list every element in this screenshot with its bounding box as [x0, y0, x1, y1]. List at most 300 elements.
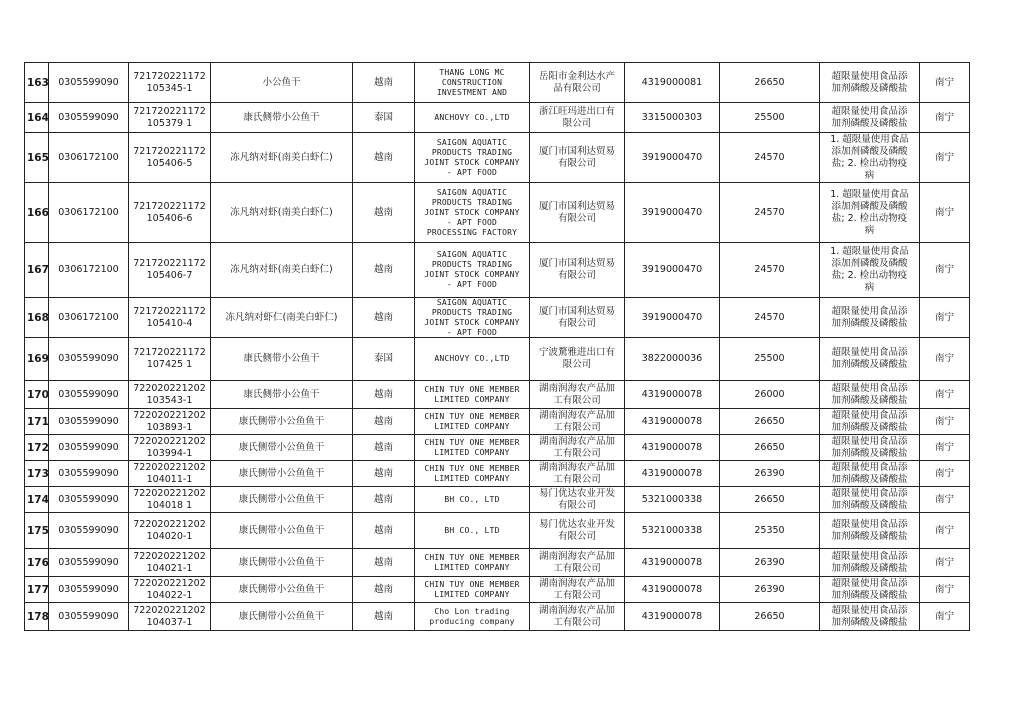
weight-kg: 24570 [754, 206, 785, 218]
weight-kg: 26390 [754, 467, 785, 479]
rejection-table [24, 62, 970, 631]
exporter-name: ANCHOVY CO.,LTD [434, 112, 510, 122]
exporter-name-cell [415, 577, 530, 603]
origin-country: 越南 [373, 556, 393, 568]
importer-name-cell [530, 409, 625, 435]
entry-port-cell [920, 298, 970, 338]
table-row [25, 577, 970, 603]
rejection-reason: 超限量使用食品添 加剂磷酸及磷酸盐 [831, 577, 908, 601]
row-number-cell [25, 549, 49, 577]
declaration-id: 722020221202 104018 1 [133, 487, 206, 511]
row-number-cell [25, 63, 49, 103]
rejection-reason-cell [820, 513, 920, 549]
product-name-cell [211, 513, 353, 549]
origin-country-cell [353, 381, 415, 409]
rejection-reason-cell [820, 381, 920, 409]
row-number-cell [25, 183, 49, 243]
origin-country: 越南 [373, 388, 393, 400]
row-number-cell [25, 603, 49, 631]
table-row [25, 513, 970, 549]
exporter-name: BH CO., LTD [444, 494, 500, 504]
row-number-cell [25, 577, 49, 603]
weight-kg-cell [720, 298, 820, 338]
weight-kg-cell [720, 183, 820, 243]
entry-port-cell [920, 603, 970, 631]
weight-kg-cell [720, 243, 820, 298]
exporter-name: Cho Lon trading producing company [429, 606, 515, 626]
weight-kg: 26000 [754, 388, 785, 400]
declaration-id: 721720221172 107425 1 [133, 347, 206, 370]
importer-code-cell [625, 577, 720, 603]
table-body [25, 63, 970, 631]
importer-code: 4319000078 [641, 441, 703, 453]
origin-country: 越南 [373, 493, 393, 505]
row-number-cell [25, 435, 49, 461]
product-name-cell [211, 133, 353, 183]
importer-code-cell [625, 409, 720, 435]
rejection-reason: 超限量使用食品添 加剂磷酸及磷酸盐 [831, 518, 908, 542]
exporter-name-cell [415, 409, 530, 435]
importer-name: 厦门市国利达贸易 有限公司 [538, 200, 615, 224]
importer-code-cell [625, 133, 720, 183]
product-name-cell [211, 549, 353, 577]
rejection-reason: 超限量使用食品添 加剂磷酸及磷酸盐 [831, 461, 908, 485]
importer-code: 4319000078 [641, 583, 703, 595]
weight-kg-cell [720, 461, 820, 487]
rejection-reason: 超限量使用食品添 加剂磷酸及磷酸盐 [831, 435, 908, 459]
importer-code-cell [625, 461, 720, 487]
table-row [25, 487, 970, 513]
entry-port-cell [920, 243, 970, 298]
rejection-reason: 超限量使用食品添 加剂磷酸及磷酸盐 [831, 409, 908, 433]
origin-country-cell [353, 461, 415, 487]
row-number: 176 [27, 556, 49, 569]
entry-port-cell [920, 338, 970, 381]
table-row [25, 298, 970, 338]
exporter-name-cell [415, 298, 530, 338]
table-row [25, 549, 970, 577]
product-name-cell [211, 381, 353, 409]
weight-kg-cell [720, 409, 820, 435]
hs-code: 0306172100 [58, 206, 119, 218]
rejection-table-sheet [24, 62, 969, 631]
rejection-reason: 超限量使用食品添 加剂磷酸及磷酸盐 [831, 105, 908, 129]
exporter-name: SAIGON AQUATIC PRODUCTS TRADING JOINT STOCK COMPANY - APT FOOD [424, 298, 520, 337]
declaration-id-cell [129, 103, 211, 133]
entry-port-cell [920, 577, 970, 603]
importer-name: 厦门市国利达贸易 有限公司 [538, 145, 615, 169]
entry-port: 南宁 [934, 493, 954, 505]
hs-code-cell [49, 487, 129, 513]
rejection-reason-cell [820, 577, 920, 603]
product-name-cell [211, 338, 353, 381]
exporter-name: SAIGON AQUATIC PRODUCTS TRADING JOINT STOCK COMPANY - APT FOOD [424, 250, 520, 289]
importer-name-cell [530, 435, 625, 461]
origin-country-cell [353, 603, 415, 631]
hs-code: 0305599090 [58, 556, 119, 568]
hs-code: 0305599090 [58, 493, 119, 505]
weight-kg: 26650 [754, 415, 785, 427]
exporter-name: CHIN TUY ONE MEMBER LIMITED COMPANY [424, 579, 520, 599]
product-name: 康氏侧带小公鱼干 [243, 353, 320, 364]
row-number-cell [25, 513, 49, 549]
origin-country-cell [353, 513, 415, 549]
product-name: 康氏侧带小公鱼鱼干 [238, 467, 325, 479]
entry-port-cell [920, 183, 970, 243]
importer-code: 4319000078 [641, 415, 703, 427]
importer-name: 岳阳市金利达水产 品有限公司 [538, 70, 615, 94]
declaration-id: 722020221202 103994-1 [133, 435, 206, 459]
importer-name-cell [530, 298, 625, 338]
weight-kg-cell [720, 487, 820, 513]
origin-country-cell [353, 338, 415, 381]
table-row [25, 133, 970, 183]
weight-kg-cell [720, 103, 820, 133]
table-row [25, 435, 970, 461]
declaration-id: 722020221202 103893-1 [133, 409, 206, 433]
declaration-id-cell [129, 409, 211, 435]
importer-code-cell [625, 183, 720, 243]
importer-name-cell [530, 549, 625, 577]
hs-code: 0305599090 [58, 76, 119, 88]
importer-name: 浙江旺玛进出口有 限公司 [538, 105, 615, 129]
hs-code: 0306172100 [58, 151, 119, 163]
product-name: 康氏侧带小公鱼鱼干 [238, 556, 325, 568]
exporter-name-cell [415, 103, 530, 133]
exporter-name-cell [415, 435, 530, 461]
hs-code-cell [49, 103, 129, 133]
origin-country: 越南 [373, 524, 393, 536]
product-name: 冻凡纳对虾(南美白虾仁) [230, 151, 333, 163]
row-number-cell [25, 461, 49, 487]
declaration-id: 721720221172 105345-1 [133, 70, 206, 94]
origin-country: 越南 [373, 415, 393, 427]
exporter-name-cell [415, 513, 530, 549]
importer-name-cell [530, 183, 625, 243]
rejection-reason-cell [820, 243, 920, 298]
product-name-cell [211, 487, 353, 513]
product-name-cell [211, 577, 353, 603]
origin-country-cell [353, 183, 415, 243]
importer-name: 湖南润海农产品加 工有限公司 [538, 409, 615, 433]
declaration-id: 721720221172 105406-7 [133, 258, 206, 281]
row-number: 177 [27, 583, 49, 596]
origin-country: 泰国 [373, 111, 393, 123]
hs-code-cell [49, 513, 129, 549]
product-name: 冻凡纳对虾(南美白虾仁) [230, 264, 333, 275]
importer-code-cell [625, 298, 720, 338]
entry-port-cell [920, 487, 970, 513]
importer-name-cell [530, 381, 625, 409]
exporter-name-cell [415, 183, 530, 243]
entry-port: 南宁 [934, 583, 954, 595]
origin-country: 越南 [373, 76, 393, 88]
hs-code: 0305599090 [58, 467, 119, 479]
product-name-cell [211, 435, 353, 461]
importer-code-cell [625, 243, 720, 298]
rejection-reason-cell [820, 409, 920, 435]
exporter-name: CHIN TUY ONE MEMBER LIMITED COMPANY [424, 384, 520, 404]
exporter-name: SAIGON AQUATIC PRODUCTS TRADING JOINT STOCK COMPANY - APT FOOD [424, 137, 520, 177]
weight-kg-cell [720, 338, 820, 381]
row-number: 164 [27, 111, 49, 124]
entry-port: 南宁 [934, 415, 954, 427]
importer-name: 湖南润海农产品加 工有限公司 [538, 550, 615, 574]
hs-code-cell [49, 435, 129, 461]
row-number-cell [25, 487, 49, 513]
declaration-id-cell [129, 513, 211, 549]
rejection-reason: 1. 超限量使用食品 添加剂磷酸及磷酸 盐; 2. 检出动物疫 病 [830, 188, 909, 236]
entry-port: 南宁 [934, 467, 954, 479]
declaration-id-cell [129, 298, 211, 338]
rejection-reason: 超限量使用食品添 加剂磷酸及磷酸盐 [831, 347, 908, 370]
product-name-cell [211, 103, 353, 133]
hs-code: 0306172100 [58, 311, 119, 323]
row-number: 170 [27, 388, 49, 401]
rejection-reason-cell [820, 435, 920, 461]
rejection-reason: 超限量使用食品添 加剂磷酸及磷酸盐 [831, 550, 908, 574]
hs-code-cell [49, 549, 129, 577]
row-number-cell [25, 298, 49, 338]
product-name: 冻凡纳对虾(南美白虾仁) [230, 206, 333, 218]
hs-code: 0305599090 [58, 441, 119, 453]
product-name-cell [211, 63, 353, 103]
declaration-id-cell [129, 461, 211, 487]
weight-kg: 25500 [754, 353, 785, 364]
importer-code-cell [625, 603, 720, 631]
importer-name-cell [530, 133, 625, 183]
declaration-id-cell [129, 603, 211, 631]
exporter-name-cell [415, 487, 530, 513]
declaration-id: 722020221202 104020-1 [133, 518, 206, 542]
importer-code-cell [625, 338, 720, 381]
entry-port: 南宁 [934, 206, 954, 218]
row-number: 169 [27, 353, 49, 365]
row-number: 166 [27, 206, 49, 219]
origin-country-cell [353, 409, 415, 435]
rejection-reason: 超限量使用食品添 加剂磷酸及磷酸盐 [831, 305, 908, 329]
origin-country-cell [353, 133, 415, 183]
product-name: 康氏侧带小公鱼干 [243, 388, 320, 400]
entry-port-cell [920, 381, 970, 409]
importer-name-cell [530, 577, 625, 603]
rejection-reason-cell [820, 549, 920, 577]
hs-code-cell [49, 338, 129, 381]
row-number: 165 [27, 151, 49, 164]
rejection-reason-cell [820, 603, 920, 631]
importer-code: 4319000078 [641, 388, 703, 400]
product-name-cell [211, 298, 353, 338]
weight-kg-cell [720, 133, 820, 183]
weight-kg: 26650 [754, 610, 785, 622]
rejection-reason-cell [820, 103, 920, 133]
weight-kg: 26650 [754, 76, 785, 88]
row-number: 171 [27, 415, 49, 428]
entry-port-cell [920, 409, 970, 435]
product-name-cell [211, 243, 353, 298]
origin-country: 越南 [373, 311, 393, 323]
origin-country-cell [353, 298, 415, 338]
row-number-cell [25, 338, 49, 381]
importer-name: 厦门市国利达贸易 有限公司 [538, 305, 615, 329]
exporter-name-cell [415, 603, 530, 631]
declaration-id: 721720221172 105406-5 [133, 145, 206, 169]
weight-kg: 25500 [754, 111, 785, 123]
product-name: 冻凡纳对虾仁(南美白虾仁) [225, 311, 338, 323]
weight-kg-cell [720, 603, 820, 631]
importer-code: 4319000078 [641, 610, 703, 622]
declaration-id-cell [129, 435, 211, 461]
declaration-id-cell [129, 183, 211, 243]
entry-port-cell [920, 63, 970, 103]
product-name: 康氏侧带小公鱼鱼干 [238, 583, 325, 595]
exporter-name-cell [415, 549, 530, 577]
importer-code: 4319000078 [641, 467, 703, 479]
product-name-cell [211, 183, 353, 243]
hs-code-cell [49, 133, 129, 183]
rejection-reason-cell [820, 133, 920, 183]
weight-kg: 26390 [754, 583, 785, 595]
exporter-name-cell [415, 243, 530, 298]
rejection-reason-cell [820, 487, 920, 513]
weight-kg: 25350 [754, 524, 785, 536]
row-number-cell [25, 133, 49, 183]
table-row [25, 183, 970, 243]
row-number-cell [25, 381, 49, 409]
rejection-reason: 1. 超限量使用食品 添加剂磷酸及磷酸 盐; 2. 检出动物疫 病 [830, 133, 909, 181]
rejection-reason: 超限量使用食品添 加剂磷酸及磷酸盐 [831, 487, 908, 511]
hs-code-cell [49, 183, 129, 243]
entry-port: 南宁 [934, 111, 954, 123]
importer-code-cell [625, 381, 720, 409]
hs-code: 0305599090 [58, 610, 119, 622]
declaration-id-cell [129, 63, 211, 103]
entry-port: 南宁 [934, 524, 954, 536]
row-number-cell [25, 243, 49, 298]
entry-port-cell [920, 435, 970, 461]
exporter-name: BH CO., LTD [444, 525, 500, 535]
rejection-reason-cell [820, 183, 920, 243]
row-number-cell [25, 409, 49, 435]
weight-kg: 24570 [754, 264, 785, 275]
origin-country-cell [353, 435, 415, 461]
product-name: 康氏侧带小公鱼鱼干 [238, 524, 325, 536]
declaration-id: 722020221202 104022-1 [133, 577, 206, 601]
hs-code: 0305599090 [58, 353, 119, 364]
entry-port: 南宁 [934, 353, 954, 364]
rejection-reason: 1. 超限量使用食品 添加剂磷酸及磷酸 盐; 2. 检出动物疫 病 [830, 246, 909, 293]
weight-kg-cell [720, 577, 820, 603]
table-row [25, 409, 970, 435]
origin-country-cell [353, 577, 415, 603]
entry-port-cell [920, 103, 970, 133]
table-row [25, 461, 970, 487]
importer-name: 易门优达农业开发 有限公司 [538, 518, 615, 542]
importer-code: 5321000338 [641, 524, 703, 536]
origin-country: 越南 [373, 583, 393, 595]
product-name: 康氏侧带小公鱼鱼干 [238, 415, 325, 427]
declaration-id-cell [129, 338, 211, 381]
importer-code-cell [625, 103, 720, 133]
importer-name: 湖南润海农产品加 工有限公司 [538, 435, 615, 459]
row-number: 173 [27, 467, 49, 480]
table-row [25, 63, 970, 103]
weight-kg-cell [720, 549, 820, 577]
exporter-name: CHIN TUY ONE MEMBER LIMITED COMPANY [424, 463, 520, 483]
declaration-id: 722020221202 104037-1 [133, 604, 206, 628]
importer-code: 3919000470 [641, 151, 703, 163]
importer-code: 3822000036 [641, 353, 703, 364]
entry-port-cell [920, 549, 970, 577]
importer-name-cell [530, 513, 625, 549]
importer-name-cell [530, 487, 625, 513]
importer-name-cell [530, 603, 625, 631]
importer-code: 5321000338 [641, 493, 703, 505]
weight-kg-cell [720, 63, 820, 103]
importer-code-cell [625, 63, 720, 103]
table-row [25, 603, 970, 631]
rejection-reason-cell [820, 63, 920, 103]
origin-country-cell [353, 549, 415, 577]
origin-country: 越南 [373, 151, 393, 163]
importer-code: 3919000470 [641, 206, 703, 218]
importer-name: 湖南润海农产品加 工有限公司 [538, 604, 615, 628]
declaration-id-cell [129, 243, 211, 298]
origin-country: 越南 [373, 610, 393, 622]
row-number: 167 [27, 264, 49, 276]
product-name-cell [211, 409, 353, 435]
importer-code-cell [625, 487, 720, 513]
importer-name-cell [530, 461, 625, 487]
row-number: 172 [27, 441, 49, 454]
product-name: 小公鱼干 [262, 76, 301, 88]
origin-country: 越南 [373, 264, 393, 275]
entry-port: 南宁 [934, 76, 954, 88]
row-number-cell [25, 103, 49, 133]
weight-kg-cell [720, 381, 820, 409]
origin-country: 泰国 [373, 353, 393, 364]
hs-code-cell [49, 298, 129, 338]
rejection-reason-cell [820, 298, 920, 338]
hs-code: 0305599090 [58, 388, 119, 400]
table-row [25, 243, 970, 298]
entry-port: 南宁 [934, 151, 954, 163]
exporter-name: CHIN TUY ONE MEMBER LIMITED COMPANY [424, 552, 520, 572]
importer-code: 3919000470 [641, 264, 703, 275]
weight-kg: 26650 [754, 441, 785, 453]
entry-port: 南宁 [934, 556, 954, 568]
rejection-reason: 超限量使用食品添 加剂磷酸及磷酸盐 [831, 382, 908, 406]
product-name: 康氏侧带小公鱼干 [243, 111, 320, 123]
hs-code: 0305599090 [58, 583, 119, 595]
row-number: 163 [27, 76, 49, 89]
exporter-name: CHIN TUY ONE MEMBER LIMITED COMPANY [424, 411, 520, 431]
table-row [25, 338, 970, 381]
hs-code-cell [49, 577, 129, 603]
declaration-id: 721720221172 105410-4 [133, 305, 206, 329]
row-number: 174 [27, 493, 49, 506]
hs-code-cell [49, 381, 129, 409]
origin-country: 越南 [373, 467, 393, 479]
importer-code-cell [625, 513, 720, 549]
declaration-id: 722020221202 104011-1 [133, 461, 206, 485]
row-number: 175 [27, 524, 49, 537]
product-name-cell [211, 461, 353, 487]
exporter-name-cell [415, 461, 530, 487]
weight-kg: 24570 [754, 311, 785, 323]
hs-code: 0306172100 [58, 264, 119, 275]
table-row [25, 103, 970, 133]
